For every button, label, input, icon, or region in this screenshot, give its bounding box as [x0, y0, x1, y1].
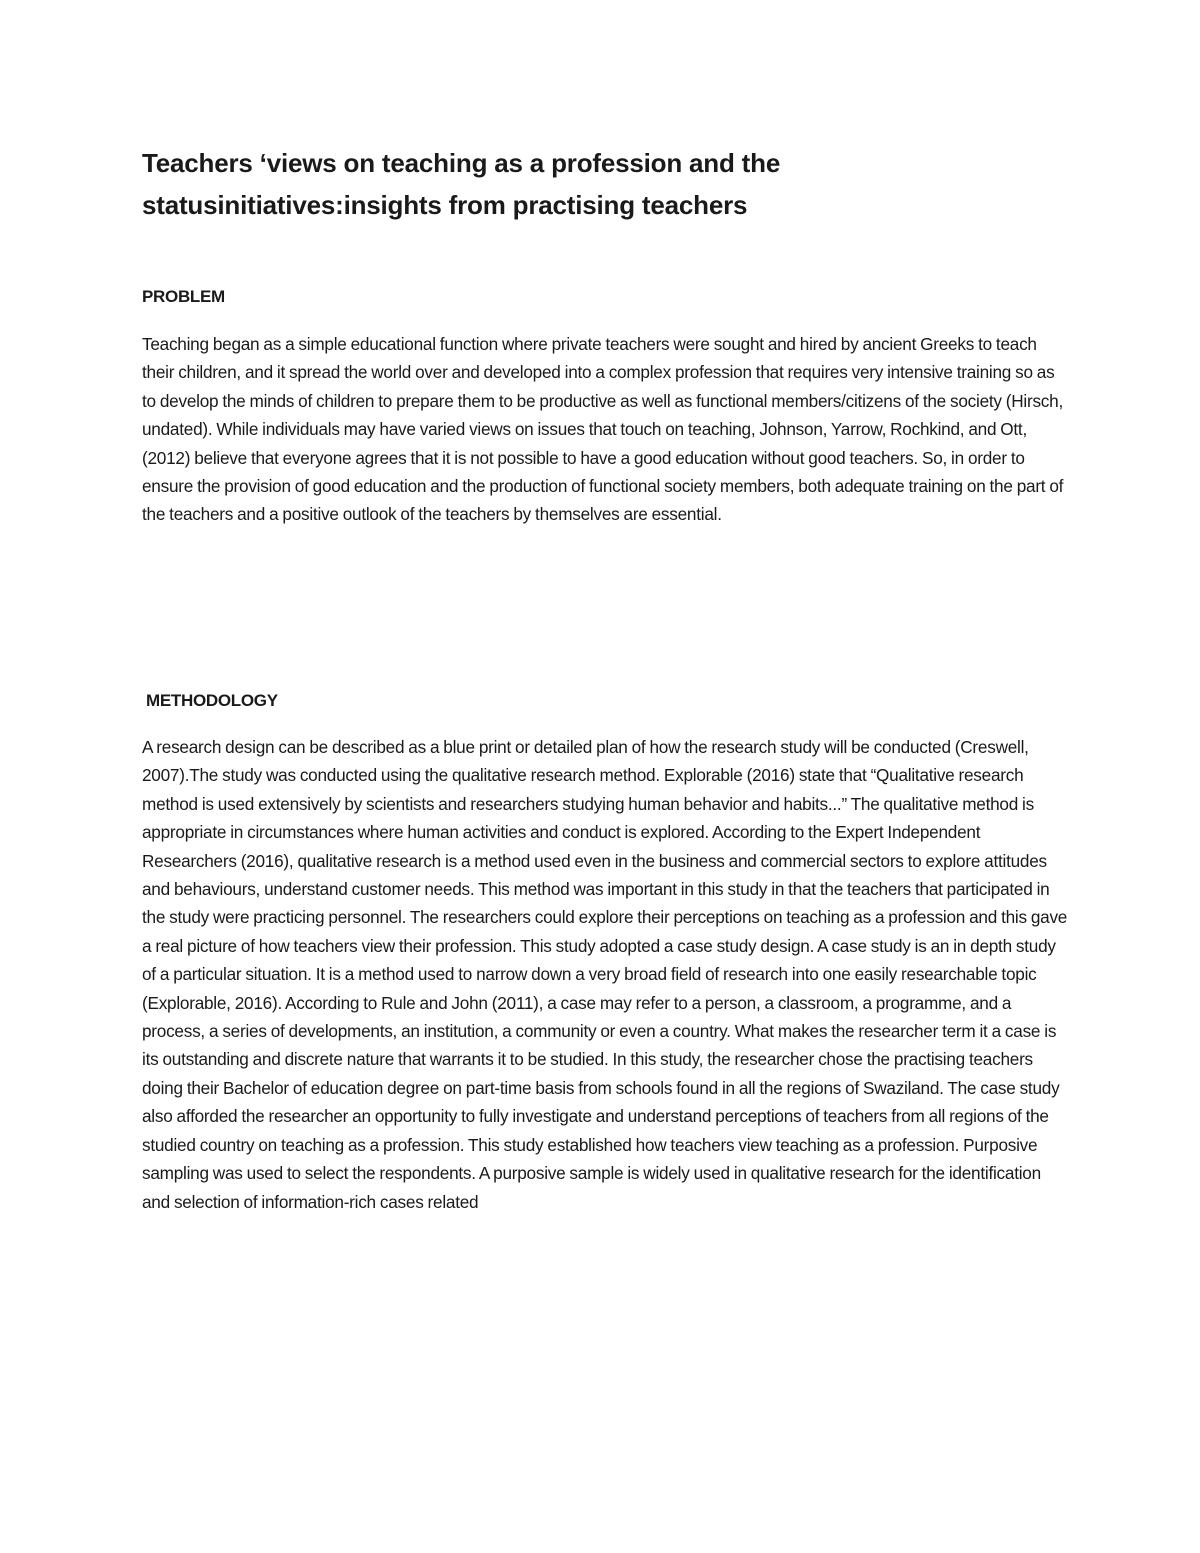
section-body-problem: Teaching began as a simple educational function where private teachers were sought and hired by ancient Greeks to teach their children, and it spread the world over and developed into a complex profession that requires very intensive training so as to develop the minds of children to prepare them to be productive as well as functional members/citizens of the society (Hirsch, undated). While individuals may have varied views on issues that touch on teaching, Johnson, Yarrow, Rochkind, and Ott, (2012) believe that everyone agrees that it is not possible to have a good education without good teachers. So, in order to ensure the provision of good education and the production of functional society members, both adequate training on the part of the teachers and a positive outlook of the teachers by themselves are essential.	[142, 334, 1064, 525]
section-heading-methodology: METHODOLOGY	[146, 691, 278, 710]
document-title: Teachers ‘views on teaching as a profession and the statusinitiatives:insights from practising teachers	[142, 148, 781, 220]
section-body-methodology: A research design can be described as a blue print or detailed plan of how the research study will be conducted (Creswell, 2007).The study was conducted using the qualitative research method. Explorable (2016) state that “Qualitative research method is used extensively by scientists and researchers studying human behavior and habits...” The qualitative method is appropriate in circumstances where human activities and conduct is explored. According to the Expert Independent Researchers (2016), qualitative research is a method used even in the business and commercial sectors to explore attitudes and behaviours, understand customer needs. This method was important in this study in that the teachers that participated in the study were practicing personnel. The researchers could explore their perceptions on teaching as a profession and this gave a real picture of how teachers view their profession. This study adopted a case study design. A case study is an in depth study of a particular situation. It is a method used to narrow down a very broad field of research into one easily researchable topic (Explorable, 2016). According to Rule and John (2011), a case may refer to a person, a classroom, a programme, and a process, a series of developments, an institution, a community or even a country. What makes the researcher term it a case is its outstanding and discrete nature that warrants it to be studied. In this study, the researcher chose the practising teachers doing their Bachelor of education degree on part-time basis from schools found in all the regions of Swaziland. The case study also afforded the researcher an opportunity to fully investigate and understand perceptions of teachers from all regions of the studied country on teaching as a profession. This study established how teachers view teaching as a profession. Purposive sampling was used to select the respondents. A purposive sample is widely used in qualitative research for the identification and selection of information-rich cases related	[142, 737, 1068, 1212]
section-heading-problem: PROBLEM	[142, 287, 225, 306]
